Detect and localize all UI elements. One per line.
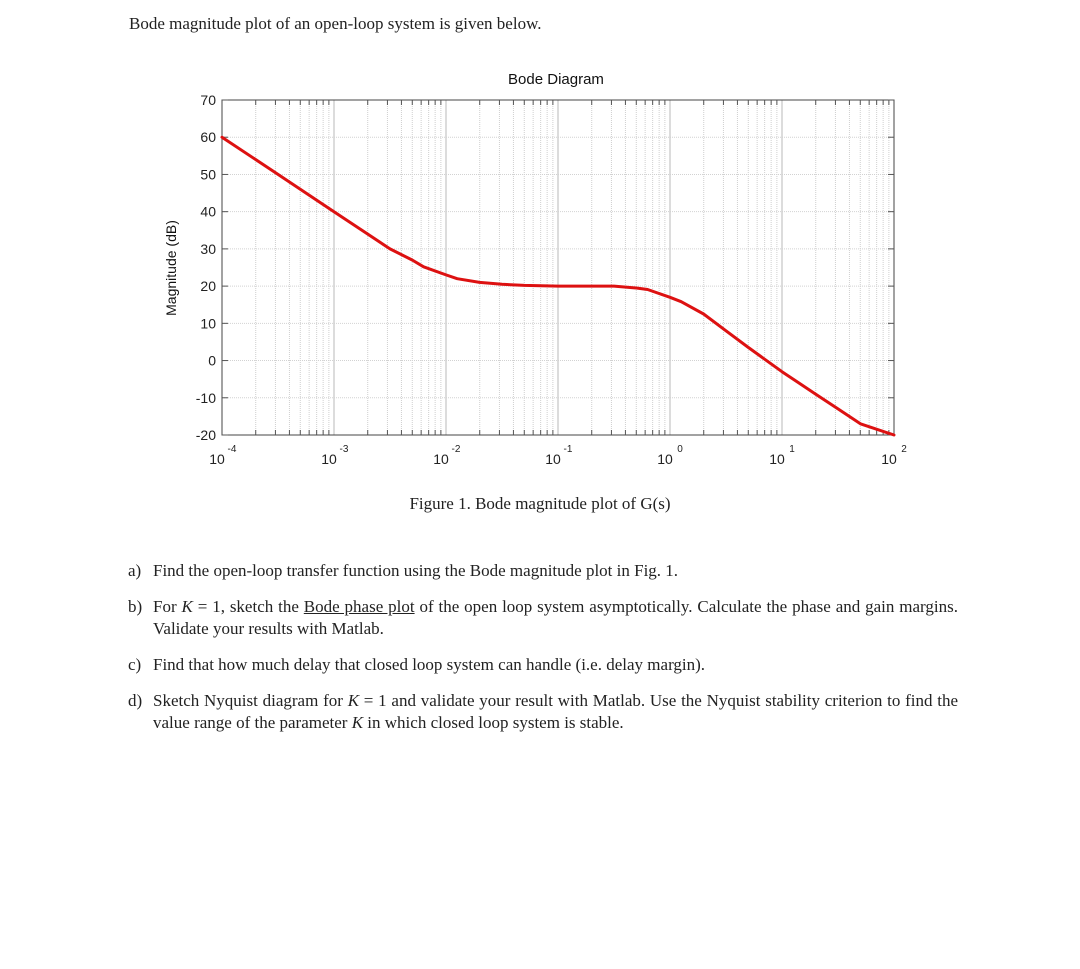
question-label: a): [128, 561, 142, 580]
intro-text: Bode magnitude plot of an open-loop system is given below.: [129, 14, 542, 33]
y-tick-label: -20: [195, 427, 216, 443]
chart-title: Bode Diagram: [508, 71, 604, 88]
x-tick-label: 10: [881, 451, 897, 467]
x-tick-label: 10: [321, 451, 337, 467]
question-d: [128, 690, 958, 734]
x-tick-label: 10: [769, 451, 785, 467]
bode-phase-plot-link[interactable]: Bode phase plot: [303, 597, 415, 616]
x-tick-exponent: -4: [227, 444, 237, 455]
chart-ticks: [196, 92, 907, 467]
question-text: Find that how much delay that closed loop system can handle (i.e. delay margin).: [153, 655, 706, 674]
question-b: [128, 596, 958, 640]
x-tick-label: 10: [433, 451, 449, 467]
x-tick-exponent: -2: [451, 444, 461, 455]
question-text: Find the open-loop transfer function using the Bode magnitude plot in Fig. 1.: [153, 561, 679, 580]
x-tick-exponent: 2: [901, 444, 907, 455]
y-tick-label: 40: [200, 203, 216, 220]
question-c: [128, 654, 958, 676]
x-tick-exponent: 0: [677, 444, 683, 455]
y-tick-label: -10: [195, 389, 216, 406]
y-tick-label: 20: [200, 278, 216, 295]
x-tick-exponent: -3: [339, 444, 349, 455]
y-tick-label: 60: [200, 129, 216, 146]
chart-grid: [222, 100, 894, 435]
figure-caption: Figure 1. Bode magnitude plot of G(s): [409, 494, 671, 513]
y-axis-label: Magnitude (dB): [163, 220, 179, 316]
question-label: d): [128, 691, 143, 710]
y-tick-label: 50: [200, 166, 216, 183]
x-tick-exponent: 1: [789, 444, 795, 455]
x-tick-exponent: -1: [563, 444, 573, 455]
y-tick-label: 10: [200, 315, 216, 332]
question-label: b): [128, 597, 143, 616]
y-tick-label: 70: [200, 92, 216, 108]
x-tick-label: 10: [545, 451, 561, 467]
bode-diagram: [150, 60, 930, 480]
question-list: [128, 560, 958, 748]
question-text: Sketch Nyquist diagram for K = 1 and validate your result with Matlab. Use the Nyquist stability criterion to find the value range of the parameter K in which closed loop system is stable.: [153, 691, 958, 732]
question-a: [128, 560, 958, 582]
question-text: For K = 1, sketch the Bode phase plot of the open loop system asymptotically. Calculate the phase and gain margins. Validate your results with Matlab.: [153, 597, 958, 638]
x-tick-label: 10: [209, 451, 225, 467]
question-label: c): [128, 655, 142, 674]
y-tick-label: 0: [208, 352, 216, 369]
x-tick-label: 10: [657, 451, 673, 467]
y-tick-label: 30: [200, 240, 216, 257]
